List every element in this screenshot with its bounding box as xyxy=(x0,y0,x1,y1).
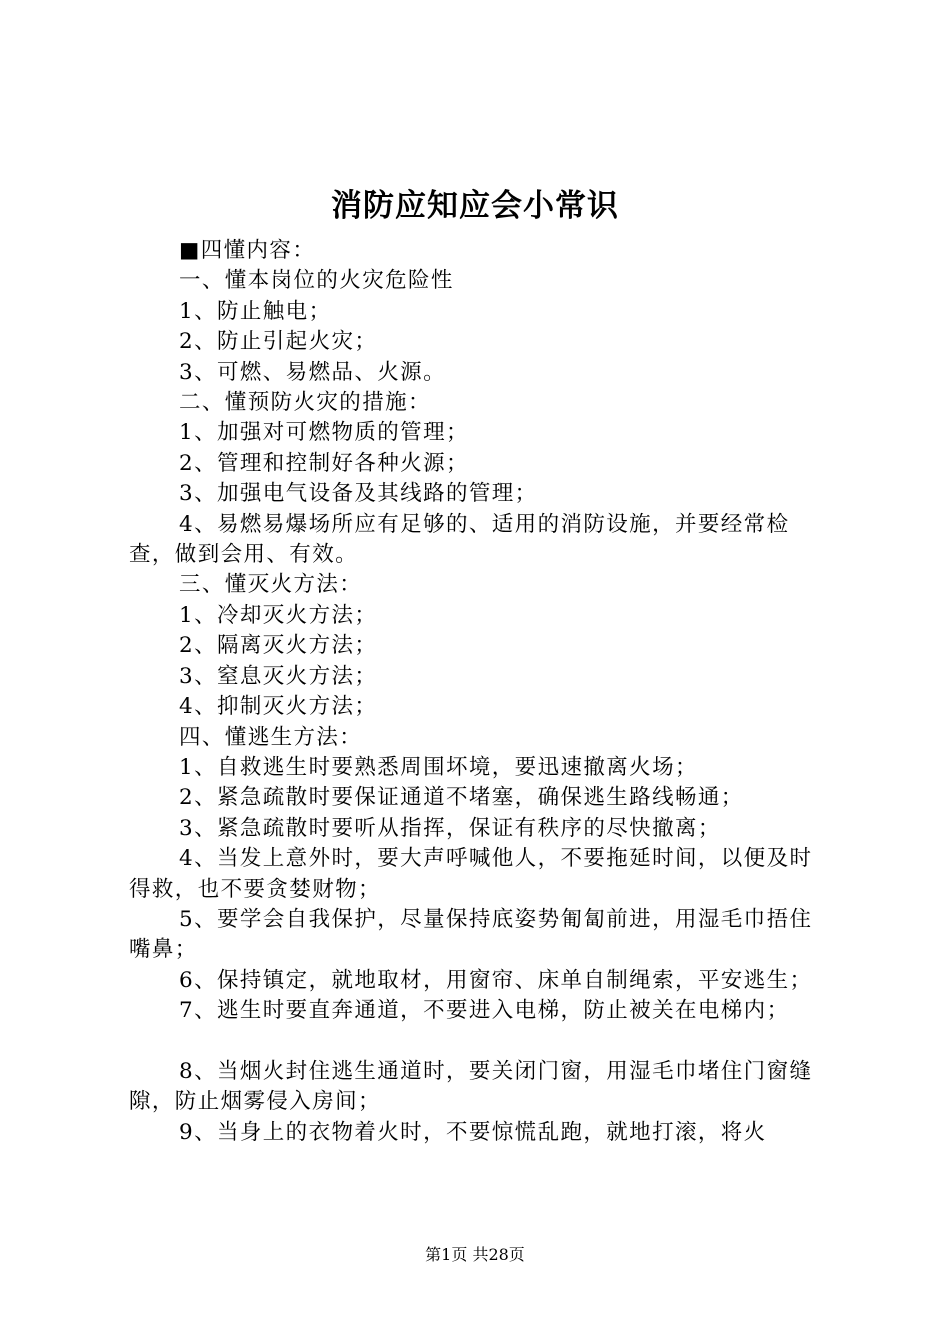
body-paragraph: 2、防止引起火灾； xyxy=(179,329,378,355)
body-paragraph: ■四懂内容： xyxy=(179,238,316,263)
body-paragraph: 8、当烟火封住逃生通道时，要关闭门窗，用湿毛巾堵住门窗缝隙，防止烟雾侵入房间； xyxy=(129,1058,813,1115)
body-paragraph: 1、冷却灭火方法； xyxy=(179,602,378,628)
body-paragraph: 3、加强电气设备及其线路的管理； xyxy=(179,481,538,507)
body-paragraph: 7、逃生时要直奔通道，不要进入电梯，防止被关在电梯内； xyxy=(179,998,790,1024)
body-paragraph: 3、紧急疏散时要听从指挥，保证有秩序的尽快撤离； xyxy=(179,815,721,841)
blank-line xyxy=(129,1027,833,1057)
document-title: 消防应知应会小常识 xyxy=(331,188,619,224)
body-paragraph: 9、当身上的衣物着火时，不要惊慌乱跑，就地打滚，将火 xyxy=(179,1119,767,1145)
body-paragraph: 3、窒息灭火方法； xyxy=(179,663,378,689)
body-paragraph: 5、要学会自我保护，尽量保持底姿势匍匐前进，用湿毛巾捂住嘴鼻； xyxy=(129,906,813,963)
body-paragraph: 1、自救逃生时要熟悉周围坏境，要迅速撤离火场； xyxy=(179,754,698,780)
page-footer: 第1页 共28页 xyxy=(425,1245,525,1264)
body-paragraph: 6、保持镇定，就地取材，用窗帘、床单自制绳索，平安逃生； xyxy=(179,967,813,993)
body-paragraph: 2、隔离灭火方法； xyxy=(179,633,378,659)
body-paragraph: 2、管理和控制好各种火源； xyxy=(179,450,469,476)
body-paragraph: 3、可燃、易燃品、火源。 xyxy=(179,359,446,385)
body-paragraph: 一、懂本岗位的火灾危险性 xyxy=(179,268,454,294)
document-body xyxy=(129,236,833,1148)
body-paragraph: 1、防止触电； xyxy=(179,298,332,324)
body-paragraph: 4、抑制灭火方法； xyxy=(179,694,378,720)
body-paragraph: 2、紧急疏散时要保证通道不堵塞，确保逃生路线畅通； xyxy=(179,785,744,811)
body-paragraph: 四、懂逃生方法： xyxy=(179,724,363,750)
body-paragraph: 4、易燃易爆场所应有足够的、适用的消防设施，并要经常检查，做到会用、有效。 xyxy=(129,511,790,568)
body-paragraph: 二、懂预防火灾的措施： xyxy=(179,390,431,416)
body-paragraph: 1、加强对可燃物质的管理； xyxy=(179,420,469,446)
body-paragraph: 4、当发上意外时，要大声呼喊他人，不要拖延时间，以便及时得救，也不要贪婪财物； xyxy=(129,846,813,902)
body-paragraph: 三、懂灭火方法： xyxy=(179,572,363,598)
